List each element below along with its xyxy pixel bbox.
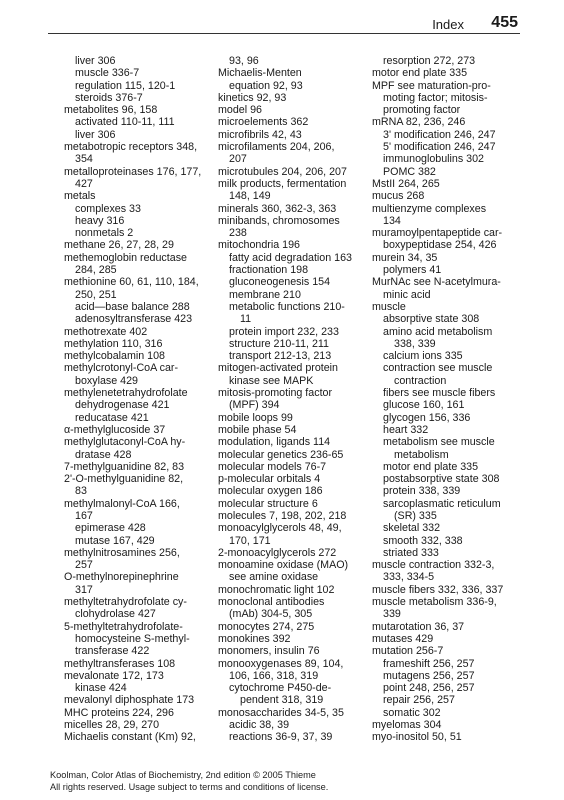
index-entry: MstII 264, 265 — [372, 177, 440, 190]
index-entry: postabsorptive state 308 — [383, 473, 500, 486]
index-entry: 333, 334-5 — [383, 571, 435, 584]
index-entry: fractionation 198 — [229, 264, 309, 277]
index-entry: dratase 428 — [75, 448, 132, 461]
index-entry: methylmalonyl-CoA 166, — [64, 497, 180, 510]
index-entry: kinase 424 — [75, 682, 127, 695]
index-entry: 11 — [240, 313, 252, 326]
index-entry: contraction see muscle — [383, 362, 493, 375]
index-column-3 — [372, 55, 522, 744]
index-entry: acidic 38, 39 — [229, 719, 290, 732]
index-entry: myo-inositol 50, 51 — [372, 731, 462, 744]
index-entry: molecular structure 6 — [218, 497, 318, 510]
index-entry: methylation 110, 316 — [64, 337, 163, 350]
index-entry: (mAb) 304-5, 305 — [229, 608, 313, 621]
index-entry: fatty acid degradation 163 — [229, 251, 352, 264]
index-entry: monokines 392 — [218, 632, 291, 645]
index-entry: monoamine oxidase (MAO) — [218, 559, 349, 572]
index-entry: mutase 167, 429 — [75, 534, 155, 547]
index-entry: metabolic functions 210- — [229, 300, 345, 313]
index-entry: muscle — [372, 300, 406, 313]
index-entry: mevalonyl diphosphate 173 — [64, 694, 195, 707]
index-entry: Michaelis constant (Km) 92, — [64, 731, 196, 744]
index-entry: polymers 41 — [383, 264, 442, 277]
index-entry: mitochondria 196 — [218, 239, 300, 252]
index-entry: methylglutaconyl-CoA hy- — [64, 436, 186, 449]
index-entry: heavy 316 — [75, 214, 125, 227]
index-entry: molecular oxygen 186 — [218, 485, 323, 498]
index-entry: boxypeptidase 254, 426 — [383, 239, 497, 252]
index-entry: glycogen 156, 336 — [383, 411, 471, 424]
index-entry: 170, 171 — [229, 534, 271, 547]
index-entry: monooxygenases 89, 104, — [218, 657, 344, 670]
index-entry: fibers see muscle fibers — [383, 387, 496, 400]
index-entry: 7-methylguanidine 82, 83 — [64, 460, 185, 473]
index-entry: metabolism see muscle — [383, 436, 495, 449]
index-entry: motor end plate 335 — [383, 460, 479, 473]
index-entry: absorptive state 308 — [383, 313, 480, 326]
page-number: 455 — [491, 14, 518, 31]
index-entry: POMC 382 — [383, 165, 436, 178]
index-entry: membrane 210 — [229, 288, 301, 301]
index-column-2 — [218, 55, 368, 744]
index-entry: microfilaments 204, 206, — [218, 141, 335, 154]
index-entry: molecules 7, 198, 202, 218 — [218, 509, 347, 522]
index-entry: 93, 96 — [229, 55, 259, 67]
index-entry: muscle fibers 332, 336, 337 — [372, 583, 504, 596]
index-entry: mevalonate 172, 173 — [64, 669, 164, 682]
index-entry: mutarotation 36, 37 — [372, 620, 465, 633]
index-entry: 2'-O-methylguanidine 82, — [64, 473, 184, 486]
index-entry: structure 210-11, 211 — [229, 337, 330, 350]
index-entry: 284, 285 — [75, 264, 117, 277]
index-entry: protein import 232, 233 — [229, 325, 339, 338]
index-entry: epimerase 428 — [75, 522, 146, 535]
index-entry: 338, 339 — [394, 337, 436, 350]
index-entry: (SR) 335 — [394, 509, 437, 522]
copyright-footer — [50, 770, 328, 793]
index-entry: mitogen-activated protein — [218, 362, 339, 375]
index-entry: monoclonal antibodies — [218, 596, 325, 609]
index-entry: muramoylpentapeptide car- — [372, 227, 503, 240]
index-entry: methionine 60, 61, 110, 184, — [64, 276, 199, 289]
index-entry: O-methylnorepinephrine — [64, 571, 179, 584]
index-entry: MurNAc see N-acetylmura- — [372, 276, 501, 289]
index-entry: 3' modification 246, 247 — [383, 128, 496, 141]
index-entry: metabolites 96, 158 — [64, 104, 158, 117]
index-entry: heart 332 — [383, 423, 429, 436]
index-entry: monoacylglycerols 48, 49, — [218, 522, 342, 535]
index-entry: complexes 33 — [75, 202, 141, 215]
index-entry: metabolism — [394, 448, 449, 461]
index-entry: monochromatic light 102 — [218, 583, 335, 596]
index-entry: calcium ions 335 — [383, 350, 463, 363]
index-entry: methyltetrahydrofolate cy- — [64, 596, 187, 609]
index-entry: model 96 — [218, 104, 262, 117]
index-entry: frameshift 256, 257 — [383, 657, 475, 670]
index-entry: muscle metabolism 336-9, — [372, 596, 497, 609]
index-entry: 238 — [229, 227, 247, 240]
index-entry: mobile loops 99 — [218, 411, 293, 424]
index-entry: somatic 302 — [383, 706, 441, 719]
index-entry: minibands, chromosomes — [218, 214, 340, 227]
index-entry: metalloproteinases 176, 177, — [64, 165, 202, 178]
index-entry: murein 34, 35 — [372, 251, 438, 264]
index-entry: methane 26, 27, 28, 29 — [64, 239, 174, 252]
index-entry: resorption 272, 273 — [383, 55, 476, 67]
index-entry: myelomas 304 — [372, 719, 442, 732]
index-entry: protein 338, 339 — [383, 485, 461, 498]
index-entry: immunoglobulins 302 — [383, 153, 484, 166]
index-entry: monomers, insulin 76 — [218, 645, 320, 658]
index-entry: kinase see MAPK — [229, 374, 314, 387]
index-entry: mutation 256-7 — [372, 645, 444, 658]
index-entry: 207 — [229, 153, 247, 166]
index-entry: methyltransferases 108 — [64, 657, 176, 670]
index-entry: gluconeogenesis 154 — [229, 276, 331, 289]
index-entry: MHC proteins 224, 296 — [64, 706, 174, 719]
index-entry: skeletal 332 — [383, 522, 441, 535]
index-entry: cytochrome P450-de- — [229, 682, 332, 695]
index-entry: mRNA 82, 236, 246 — [372, 116, 466, 129]
index-entry: monosaccharides 34-5, 35 — [218, 706, 344, 719]
page-header — [0, 0, 564, 36]
index-entry: multienzyme complexes — [372, 202, 487, 215]
index-entry: 148, 149 — [229, 190, 271, 203]
index-entry: sarcoplasmatic reticulum — [383, 497, 501, 510]
section-title: Index — [432, 17, 464, 32]
index-entry: activated 110-11, 111 — [75, 116, 175, 129]
index-entry: metals — [64, 190, 96, 203]
index-entry: pendent 318, 319 — [240, 694, 324, 707]
index-entry: MPF see maturation-pro- — [372, 79, 491, 92]
index-entry: minerals 360, 362-3, 363 — [218, 202, 337, 215]
index-entry: smooth 332, 338 — [383, 534, 463, 547]
index-entry: methylcobalamin 108 — [64, 350, 165, 363]
index-entry: 83 — [75, 485, 87, 498]
index-entry: methylcrotonyl-CoA car- — [64, 362, 179, 375]
index-entry: modulation, ligands 114 — [218, 436, 331, 449]
index-entry: monocytes 274, 275 — [218, 620, 315, 633]
index-entry: molecular models 76-7 — [218, 460, 327, 473]
index-entry: 5-methyltetrahydrofolate- — [64, 620, 183, 633]
index-entry: 339 — [383, 608, 401, 621]
index-entry: adenosyltransferase 423 — [75, 313, 193, 326]
index-entry: kinetics 92, 93 — [218, 91, 287, 104]
index-entry: striated 333 — [383, 546, 439, 559]
index-entry: moting factor; mitosis- — [383, 91, 488, 104]
index-entry: 2-monoacylglycerols 272 — [218, 546, 337, 559]
index-entry: Michaelis-Menten — [218, 67, 302, 80]
index-entry: mobile phase 54 — [218, 423, 297, 436]
index-entry: clohydrolase 427 — [75, 608, 156, 621]
header-rule — [48, 33, 520, 34]
index-entry: reactions 36-9, 37, 39 — [229, 731, 333, 744]
index-entry: muscle contraction 332-3, — [372, 559, 495, 572]
index-entry: liver 306 — [75, 128, 116, 141]
index-entry: minic acid — [383, 288, 431, 301]
index-entry: homocysteine S-methyl- — [75, 632, 190, 645]
index-entry: microelements 362 — [218, 116, 309, 129]
index-entry: glucose 160, 161 — [383, 399, 465, 412]
index-entry: mutases 429 — [372, 632, 434, 645]
index-entry: acid—base balance 288 — [75, 300, 190, 313]
index-entry: methotrexate 402 — [64, 325, 148, 338]
index-entry: repair 256, 257 — [383, 694, 455, 707]
index-entry: 167 — [75, 509, 93, 522]
index-entry: dehydrogenase 421 — [75, 399, 170, 412]
index-entry: muscle 336-7 — [75, 67, 140, 80]
index-entry: methemoglobin reductase — [64, 251, 187, 264]
index-entry: 5' modification 246, 247 — [383, 141, 496, 154]
footer-line-2: All rights reserved. Usage subject to terms and conditions of license. — [50, 781, 329, 792]
footer-line-1: Koolman, Color Atlas of Biochemistry, 2nd edition © 2005 Thieme — [50, 770, 316, 780]
index-entry: contraction — [394, 374, 447, 387]
index-entry: liver 306 — [75, 55, 116, 67]
index-entry: 250, 251 — [75, 288, 117, 301]
index-entry: microtubules 204, 206, 207 — [218, 165, 347, 178]
index-entry: 427 — [75, 177, 93, 190]
index-entry: reducatase 421 — [75, 411, 149, 424]
index-entry: amino acid metabolism — [383, 325, 493, 338]
index-entry: promoting factor — [383, 104, 461, 117]
index-entry: micelles 28, 29, 270 — [64, 719, 160, 732]
index-entry: nonmetals 2 — [75, 227, 134, 240]
index-entry: α-methylglucoside 37 — [64, 423, 166, 436]
index-entry: molecular genetics 236-65 — [218, 448, 344, 461]
index-entry: microfibrils 42, 43 — [218, 128, 302, 141]
index-entry: 106, 166, 318, 319 — [229, 669, 319, 682]
index-entry: regulation 115, 120-1 — [75, 79, 176, 92]
index-entry: 317 — [75, 583, 93, 596]
index-entry: mutagens 256, 257 — [383, 669, 475, 682]
index-entry: boxylase 429 — [75, 374, 138, 387]
index-entry: mucus 268 — [372, 190, 425, 203]
index-entry: 354 — [75, 153, 93, 166]
index-entry: motor end plate 335 — [372, 67, 468, 80]
index-entry: transferase 422 — [75, 645, 150, 658]
index-entry: transport 212-13, 213 — [229, 350, 332, 363]
index-entry: equation 92, 93 — [229, 79, 303, 92]
index-column-1 — [64, 55, 214, 744]
index-entry: milk products, fermentation — [218, 177, 347, 190]
index-entry: 257 — [75, 559, 93, 572]
index-entry: methylnitrosamines 256, — [64, 546, 180, 559]
index-entry: (MPF) 394 — [229, 399, 280, 412]
index-entry: point 248, 256, 257 — [383, 682, 475, 695]
index-entry: see amine oxidase — [229, 571, 319, 584]
index-entry: mitosis-promoting factor — [218, 387, 333, 400]
index-entry: methylenetetrahydrofolate — [64, 387, 188, 400]
index-entry: 134 — [383, 214, 401, 227]
index-entry: steroids 376-7 — [75, 91, 143, 104]
index-entry: p-molecular orbitals 4 — [218, 473, 321, 486]
index-entry: metabotropic receptors 348, — [64, 141, 198, 154]
